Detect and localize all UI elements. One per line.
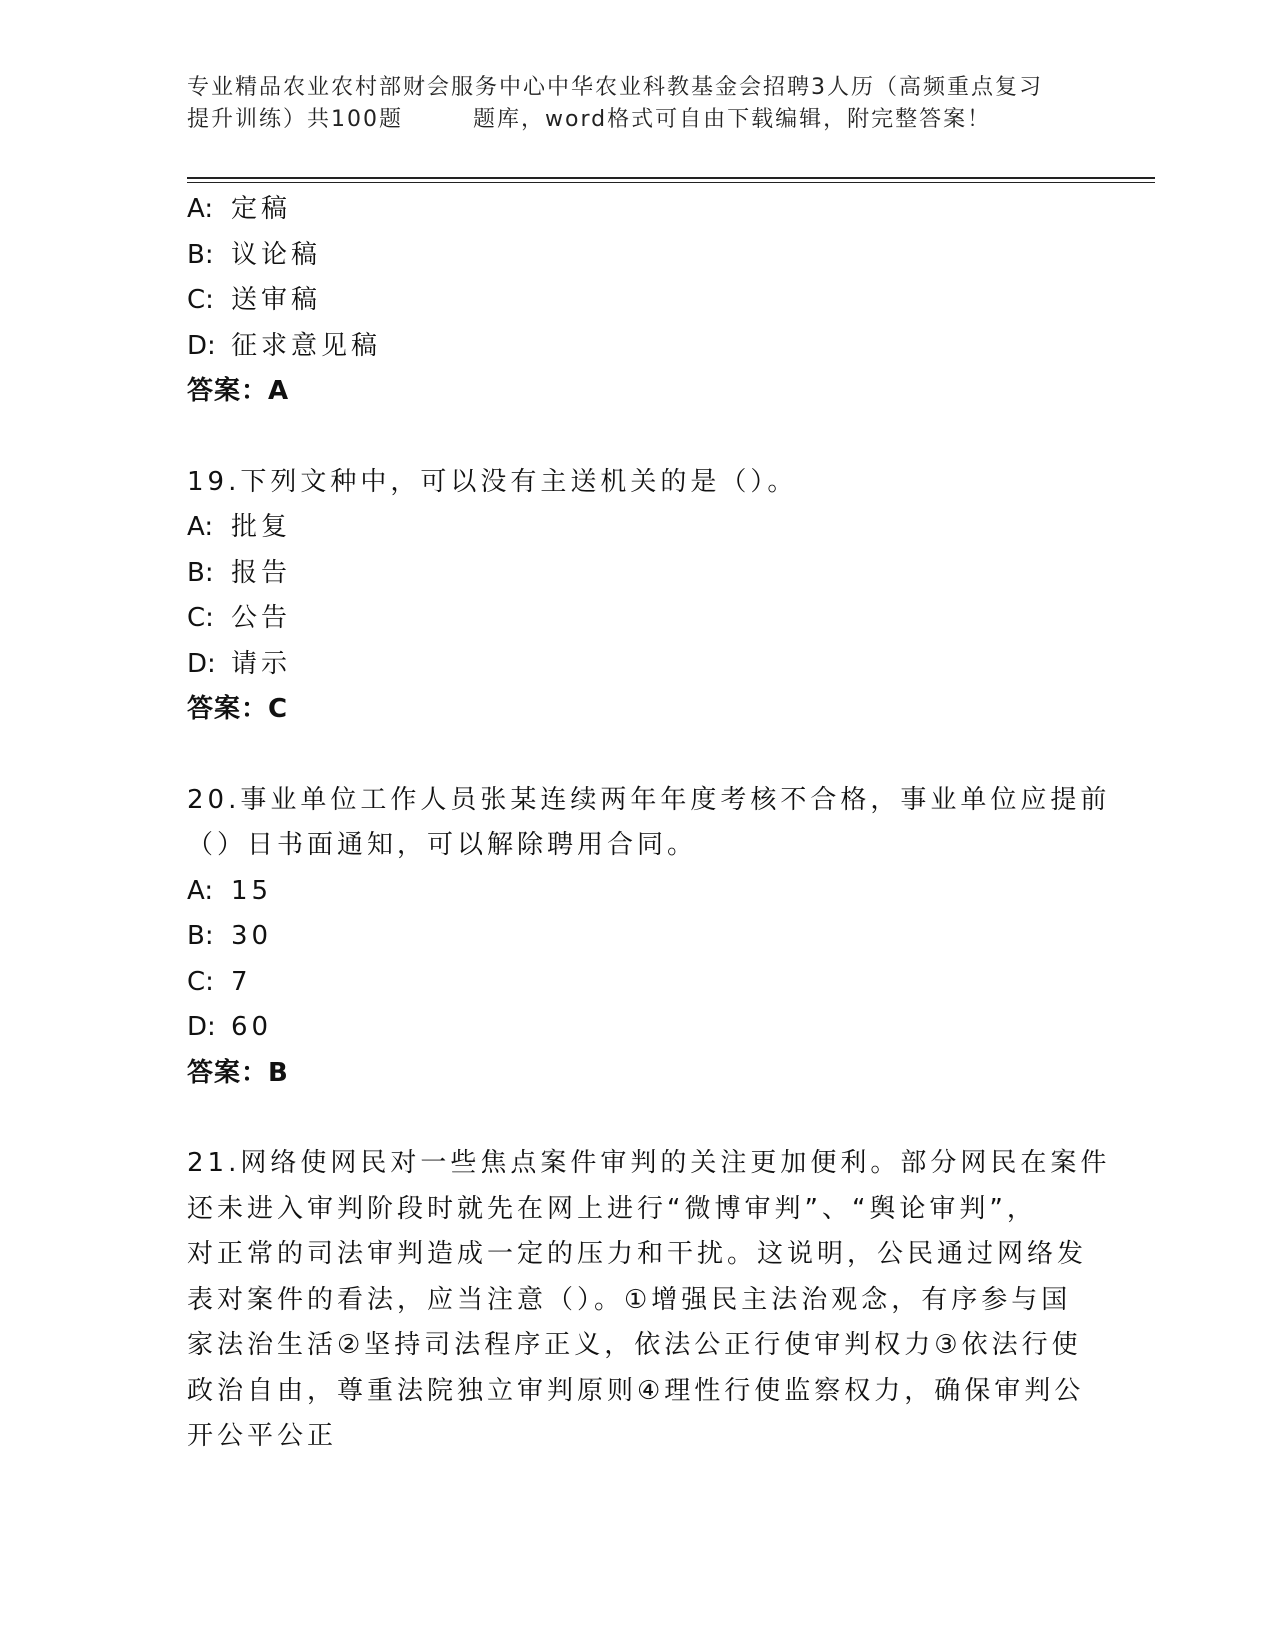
question-19 xyxy=(187,460,1087,733)
option-text: 7 xyxy=(231,966,252,997)
question-stem: 政治自由，尊重法院独立审判原则④理性行使监察权力，确保审判公 xyxy=(187,1375,1085,1406)
header-line-2-part-1: 提升训练）共100题 xyxy=(187,107,403,132)
option-letter: B: xyxy=(187,557,214,588)
option-text: 送审稿 xyxy=(231,285,322,315)
option-b xyxy=(187,233,1087,279)
option-text: 15 xyxy=(231,875,273,906)
header-divider xyxy=(187,177,1155,183)
question-stem: 19.下列文种中，可以没有主送机关的是（）。 xyxy=(187,466,798,497)
option-letter: B: xyxy=(187,239,214,270)
option-letter: B: xyxy=(187,921,214,951)
spacer xyxy=(187,415,1087,460)
option-a xyxy=(187,505,1087,551)
option-text: 议论稿 xyxy=(231,239,322,270)
option-letter: A: xyxy=(187,194,214,224)
header-line-2-part-2: 题库，word格式可自由下载编辑，附完整答案！ xyxy=(473,107,992,132)
header-line-1: 专业精品农业农村部财会服务中心中华农业科教基金会招聘3人历（高频重点复习 xyxy=(187,75,1043,100)
option-letter: D: xyxy=(187,330,216,361)
option-text: 定稿 xyxy=(231,194,292,224)
option-c xyxy=(187,596,1087,642)
answer-line: 答案：A xyxy=(187,376,290,406)
option-letter: D: xyxy=(187,1012,216,1042)
header-line-2 xyxy=(187,104,1087,136)
question-stem: 家法治生活②坚持司法程序正义，依法公正行使审判权力③依法行使 xyxy=(187,1330,1082,1360)
answer-line: 答案：B xyxy=(187,1057,289,1088)
option-letter: C: xyxy=(187,285,214,315)
option-text: 公告 xyxy=(231,603,292,633)
question-stem: 开公平公正 xyxy=(187,1421,338,1451)
option-text: 请示 xyxy=(231,648,292,679)
question-stem: （）日书面通知，可以解除聘用合同。 xyxy=(187,830,698,860)
question-20 xyxy=(187,778,1111,1097)
question-stem: 对正常的司法审判造成一定的压力和干扰。这说明，公民通过网络发 xyxy=(187,1239,1088,1269)
option-c xyxy=(187,960,1087,1006)
option-text: 征求意见稿 xyxy=(231,330,382,361)
option-text: 60 xyxy=(231,1012,273,1042)
question-stem: 表对案件的看法，应当注意（）。①增强民主法治观念，有序参与国 xyxy=(187,1284,1072,1315)
option-letter: C: xyxy=(187,603,214,633)
option-text: 批复 xyxy=(231,512,292,542)
question-stem: 还未进入审判阶段时就先在网上进行“微博审判”、“舆论审判”， xyxy=(187,1193,1037,1224)
option-b xyxy=(187,551,1087,597)
option-letter: D: xyxy=(187,648,216,679)
spacer xyxy=(187,1096,1087,1141)
option-d xyxy=(187,324,1087,370)
option-letter: A: xyxy=(187,875,214,906)
option-a xyxy=(187,187,1087,233)
page-header xyxy=(187,72,1087,136)
option-text: 报告 xyxy=(231,557,292,588)
question-stem: 20.事业单位工作人员张某连续两年年度考核不合格，事业单位应提前 xyxy=(187,784,1111,815)
option-letter: C: xyxy=(187,966,214,997)
option-b xyxy=(187,914,1087,960)
option-letter: A: xyxy=(187,512,214,542)
spacer xyxy=(187,733,1087,778)
answer-line: 答案：C xyxy=(187,694,289,724)
question-stem: 21.网络使网民对一些焦点案件审判的关注更加便利。部分网民在案件 xyxy=(187,1148,1111,1178)
document-body xyxy=(187,187,1111,1460)
option-text: 30 xyxy=(231,921,273,951)
question-21 xyxy=(187,1141,1111,1460)
option-a xyxy=(187,869,1087,915)
option-d xyxy=(187,1005,1087,1051)
question-18 xyxy=(187,187,1087,415)
option-c xyxy=(187,278,1087,324)
option-d xyxy=(187,642,1087,688)
